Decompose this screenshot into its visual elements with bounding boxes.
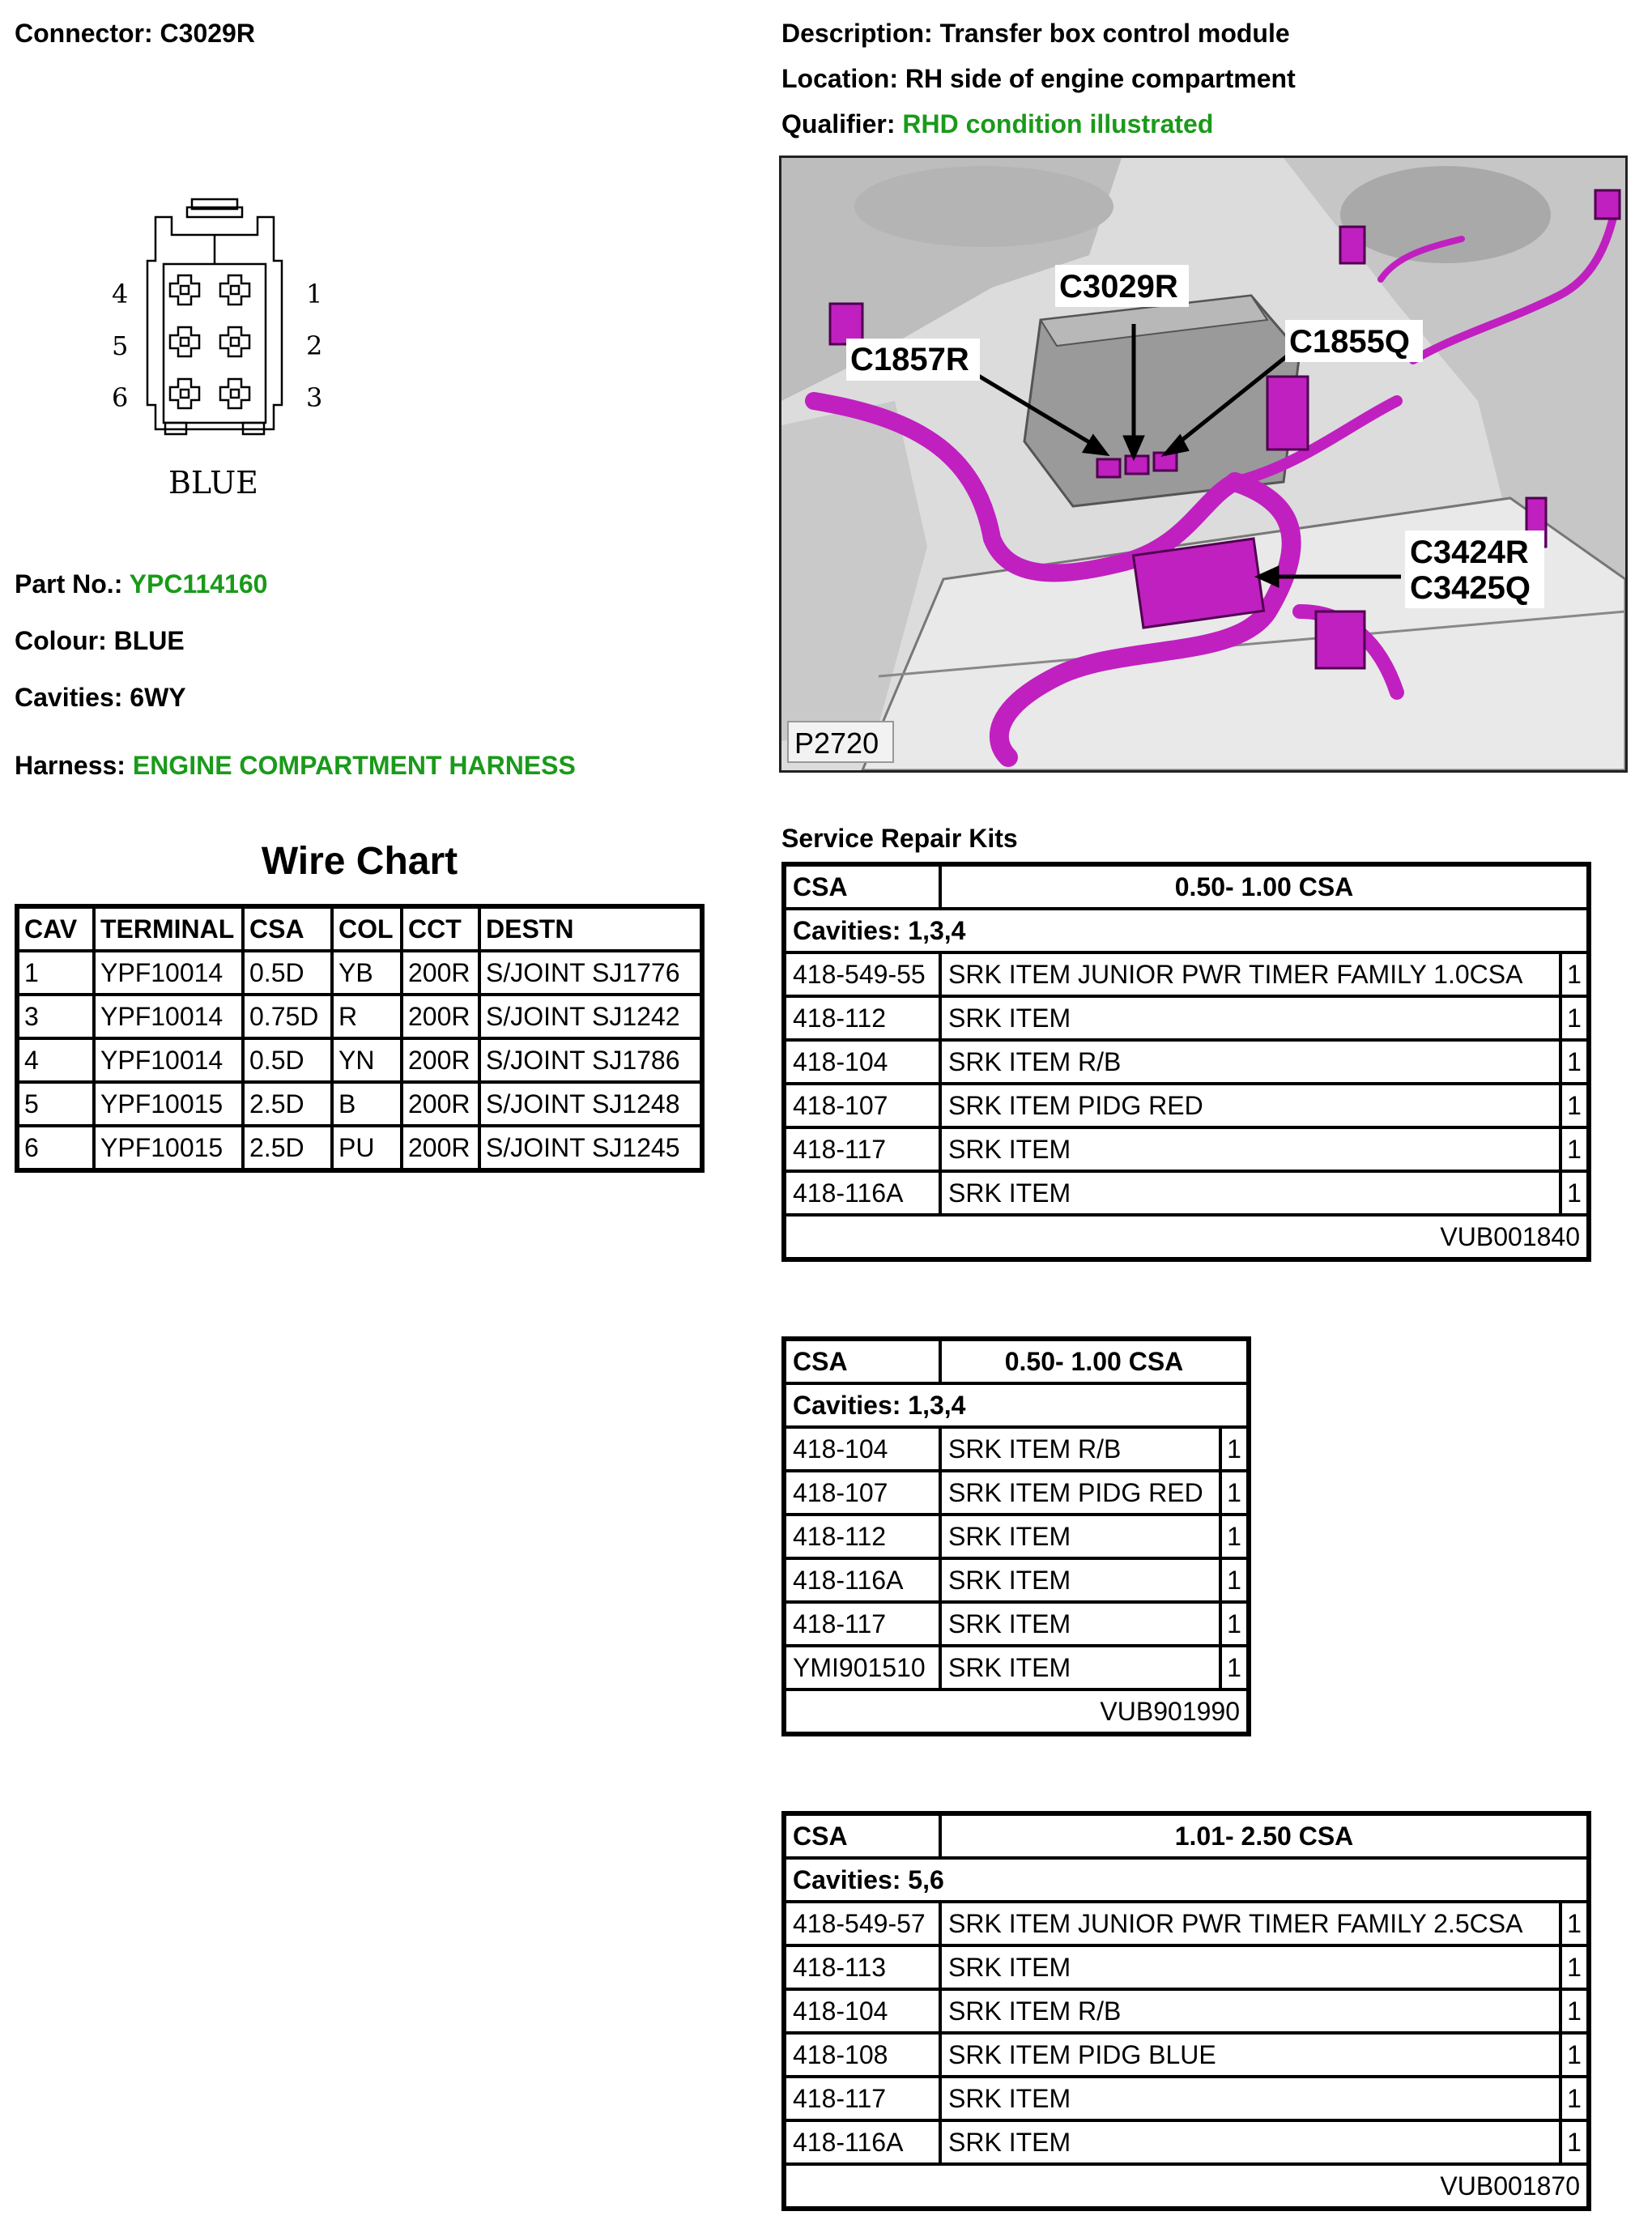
- wire-row: 1 YPF10014 0.5D YB 200R S/JOINT SJ1776: [18, 951, 701, 995]
- kit-item-row: 418-117 SRK ITEM 1: [785, 1602, 1248, 1646]
- kit-number: VUB901990: [785, 1689, 1248, 1733]
- kit-item-row: 418-117 SRK ITEM 1: [785, 1127, 1588, 1171]
- pin-label-3: 3: [306, 382, 323, 413]
- kit-number: VUB001840: [785, 1215, 1588, 1259]
- srk-kit-table-1: CSA 0.50- 1.00 CSA Cavities: 1,3,4 418-549-55 SRK ITEM JUNIOR PWR TIMER FAMILY 1.0CSA 1 418-112 SRK ITEM 1 418-104 SRK ITEM R/B 1 418-107 SRK ITEM PIDG RED 1 418-117 SRK ITEM 1 418-116A SRK ITEM 1 VUB001840: [781, 862, 1591, 1262]
- kit-item-row: 418-113 SRK ITEM 1: [785, 1945, 1588, 1989]
- srk-title: Service Repair Kits: [781, 824, 1018, 853]
- header-terminal: TERMINAL: [94, 907, 243, 951]
- callout-c3029r: C3029R: [1059, 269, 1178, 305]
- wire-row: 5 YPF10015 2.5D B 200R S/JOINT SJ1248: [18, 1082, 701, 1126]
- harness-value: ENGINE COMPARTMENT HARNESS: [132, 751, 576, 780]
- pin-label-4: 4: [112, 279, 129, 309]
- pin-label-6: 6: [112, 382, 129, 413]
- location-line: Location: RH side of engine compartment: [781, 64, 1296, 93]
- kit-cavities: Cavities: 1,3,4: [785, 1383, 1248, 1427]
- kit-item-row: 418-104 SRK ITEM R/B 1: [785, 1040, 1588, 1084]
- connector-face-svg: [105, 186, 364, 510]
- kit-item-row: 418-104 SRK ITEM R/B 1: [785, 1427, 1248, 1471]
- connector-id: C3029R: [160, 19, 255, 48]
- wire-row: 4 YPF10014 0.5D YN 200R S/JOINT SJ1786: [18, 1038, 701, 1082]
- callout-c3424r: C3424R: [1410, 535, 1529, 570]
- kit-item-row: 418-116A SRK ITEM 1: [785, 2120, 1588, 2164]
- pin-label-5: 5: [112, 330, 129, 361]
- callout-c3425q: C3425Q: [1410, 570, 1531, 606]
- kit-item-row: 418-107 SRK ITEM PIDG RED 1: [785, 1471, 1248, 1515]
- wire-chart-title: Wire Chart: [261, 840, 458, 883]
- part-number-line: Part No.: YPC114160: [15, 569, 268, 599]
- figure-id-label: P2720: [794, 726, 879, 760]
- connector-colour-caption: BLUE: [168, 465, 258, 501]
- header-cav: CAV: [18, 907, 94, 951]
- cavities-value: 6WY: [130, 683, 186, 712]
- wire-row: 3 YPF10014 0.75D R 200R S/JOINT SJ1242: [18, 995, 701, 1038]
- harness-line: Harness: ENGINE COMPARTMENT HARNESS: [15, 751, 576, 780]
- description-value: Transfer box control module: [939, 19, 1290, 48]
- header-col: COL: [332, 907, 402, 951]
- kit-item-row: 418-116A SRK ITEM 1: [785, 1558, 1248, 1602]
- colour-value: BLUE: [113, 626, 185, 655]
- srk-kit-table-2: CSA 0.50- 1.00 CSA Cavities: 1,3,4 418-104 SRK ITEM R/B 1 418-107 SRK ITEM PIDG RED 1 418-112 SRK ITEM 1 418-116A SRK ITEM 1 418-117 SRK ITEM 1 YMI901510 SRK ITEM 1 VUB901990: [781, 1336, 1251, 1736]
- location-photo: [779, 156, 1628, 773]
- kit-item-row: 418-549-57 SRK ITEM JUNIOR PWR TIMER FAMILY 2.5CSA 1: [785, 1902, 1588, 1945]
- qualifier-line: Qualifier: RHD condition illustrated: [781, 109, 1214, 138]
- callout-c1857r: C1857R: [850, 342, 969, 377]
- wire-chart-header-row: [18, 907, 701, 951]
- csa-range: 0.50- 1.00 CSA: [940, 1340, 1248, 1383]
- wire-row: 6 YPF10015 2.5D PU 200R S/JOINT SJ1245: [18, 1126, 701, 1170]
- kit-number: VUB001870: [785, 2164, 1588, 2208]
- header-destn: DESTN: [479, 907, 701, 951]
- connector-face-diagram: [105, 186, 364, 510]
- wire-chart-table: [15, 904, 705, 1173]
- kit-cavities: Cavities: 1,3,4: [785, 909, 1588, 952]
- cavities-line: Cavities: 6WY: [15, 683, 186, 712]
- kit-item-row: 418-108 SRK ITEM PIDG BLUE 1: [785, 2033, 1588, 2077]
- header-csa: CSA: [243, 907, 332, 951]
- csa-range: 1.01- 2.50 CSA: [940, 1814, 1588, 1858]
- header-cct: CCT: [402, 907, 479, 951]
- pin-label-1: 1: [306, 279, 323, 309]
- csa-range: 0.50- 1.00 CSA: [940, 865, 1588, 909]
- qualifier-value: RHD condition illustrated: [902, 109, 1214, 138]
- pin-label-2: 2: [306, 330, 323, 361]
- kit-item-row: 418-112 SRK ITEM 1: [785, 1515, 1248, 1558]
- engine-bay-illustration: [781, 158, 1625, 770]
- kit-item-row: 418-116A SRK ITEM 1: [785, 1171, 1588, 1215]
- callout-c1855q: C1855Q: [1289, 324, 1410, 360]
- colour-line: Colour: BLUE: [15, 626, 185, 655]
- part-number-value: YPC114160: [129, 569, 268, 599]
- description-line: Description: Transfer box control module: [781, 19, 1290, 48]
- kit-item-row: 418-549-55 SRK ITEM JUNIOR PWR TIMER FAMILY 1.0CSA 1: [785, 952, 1588, 996]
- kit-cavities: Cavities: 5,6: [785, 1858, 1588, 1902]
- kit-item-row: 418-112 SRK ITEM 1: [785, 996, 1588, 1040]
- kit-item-row: YMI901510 SRK ITEM 1: [785, 1646, 1248, 1689]
- location-value: RH side of engine compartment: [905, 64, 1296, 93]
- srk-kit-table-3: CSA 1.01- 2.50 CSA Cavities: 5,6 418-549-57 SRK ITEM JUNIOR PWR TIMER FAMILY 2.5CSA 1 418-113 SRK ITEM 1 418-104 SRK ITEM R/B 1 418-108 SRK ITEM PIDG BLUE 1 418-117 SRK ITEM 1 418-116A SRK ITEM 1 VUB001870: [781, 1811, 1591, 2211]
- kit-item-row: 418-104 SRK ITEM R/B 1: [785, 1989, 1588, 2033]
- connector-heading: Connector: C3029R: [15, 19, 255, 48]
- kit-item-row: 418-117 SRK ITEM 1: [785, 2077, 1588, 2120]
- kit-item-row: 418-107 SRK ITEM PIDG RED 1: [785, 1084, 1588, 1127]
